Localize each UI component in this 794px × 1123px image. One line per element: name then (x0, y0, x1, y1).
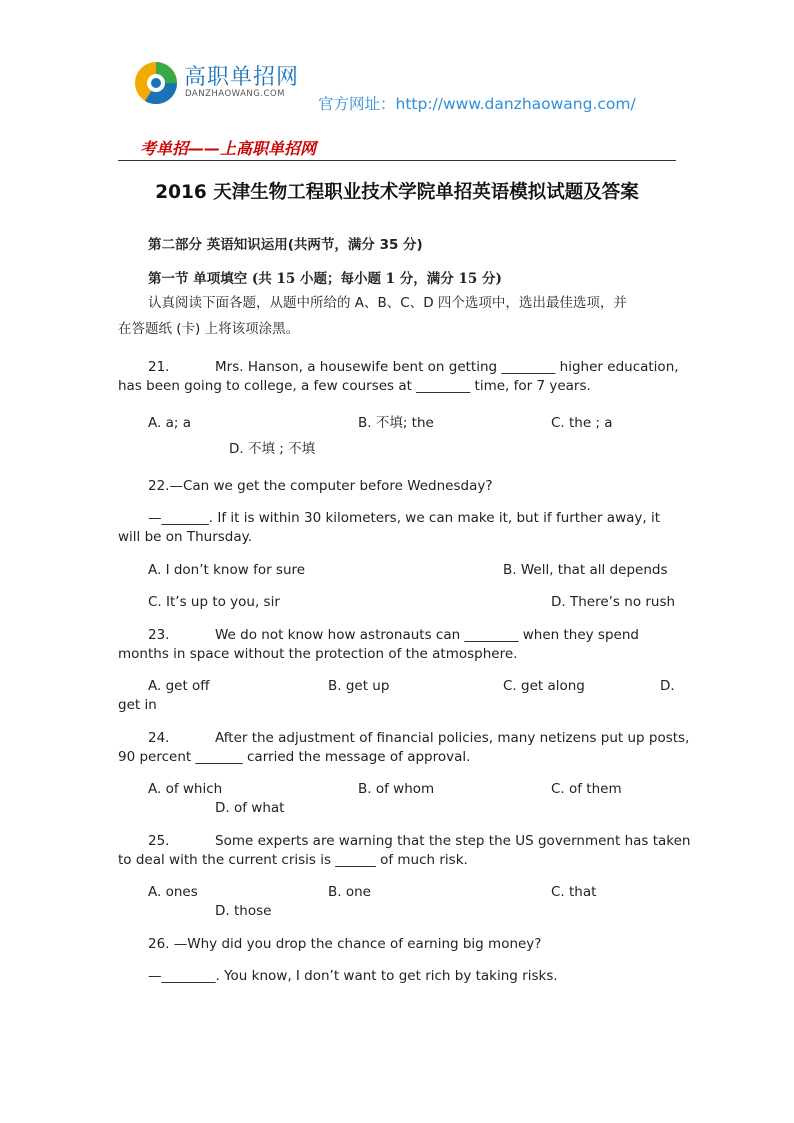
question-number: 25. (148, 833, 170, 849)
question-stem: 26. —Why did you drop the chance of earning big money? (148, 936, 542, 952)
question-stem: —_______. If it is within 30 kilometers, we can make it, but if further away, it (148, 510, 661, 526)
option-c: C. get along (503, 678, 585, 694)
question-stem: months in space without the protection of the atmosphere. (118, 646, 518, 662)
option-a: A. of which (148, 781, 223, 797)
option-d: D. (660, 678, 675, 694)
question-stem: Mrs. Hanson, a housewife bent on getting ________ higher education, (215, 359, 679, 375)
question-number: 24. (148, 730, 170, 746)
header-divider (118, 160, 676, 161)
option-a: A. a; a (148, 415, 191, 431)
instruction-line-2: 在答题纸 (卡) 上将该项涂黑。 (118, 321, 300, 337)
section-heading: 第一节 单项填空 (共 15 小题；每小题 1 分，满分 15 分) (148, 271, 502, 287)
option-d: D. There’s no rush (551, 594, 676, 610)
option-a: A. I don’t know for sure (148, 562, 306, 578)
logo-text-en: DANZHAOWANG.COM (185, 89, 285, 99)
document-title: 2016 天津生物工程职业技术学院单招英语模拟试题及答案 (155, 182, 639, 203)
instruction-line-1: 认真阅读下面各题，从题中所给的 A、B、C、D 四个选项中，选出最佳选项，并 (148, 295, 627, 311)
option-d: D. those (215, 903, 272, 919)
option-c: C. the ; a (551, 415, 613, 431)
question-stem: 90 percent _______ carried the message of approval. (118, 749, 471, 765)
question-stem: to deal with the current crisis is ______ of much risk. (118, 852, 468, 868)
official-site-link[interactable]: 官方网址：http://www.danzhaowang.com/ (318, 95, 636, 113)
option-c: C. It’s up to you, sir (148, 594, 280, 610)
option-a: A. ones (148, 884, 198, 900)
question-stem: 22.—Can we get the computer before Wednesday? (148, 478, 493, 494)
option-b: B. 不填; the (358, 415, 434, 431)
site-logo-icon (133, 60, 179, 106)
logo-text-cn: 高职单招网 (184, 65, 300, 90)
option-b: B. one (328, 884, 371, 900)
option-b: B. of whom (358, 781, 435, 797)
question-stem: After the adjustment of financial policies, many netizens put up posts, (215, 730, 690, 746)
question-stem: will be on Thursday. (118, 529, 252, 545)
header-slogan: 考单招——上高职单招网 (140, 139, 317, 158)
option-c: C. that (551, 884, 597, 900)
question-stem: We do not know how astronauts can ________ when they spend (215, 627, 639, 643)
option-b: B. get up (328, 678, 390, 694)
question-stem: Some experts are warning that the step the US government has taken (215, 833, 691, 849)
option-d-text: get in (118, 697, 157, 713)
question-number: 21. (148, 359, 170, 375)
option-c: C. of them (551, 781, 622, 797)
question-stem: —________. You know, I don’t want to get rich by taking risks. (148, 968, 558, 984)
part-heading: 第二部分 英语知识运用(共两节，满分 35 分) (148, 237, 423, 253)
question-number: 23. (148, 627, 170, 643)
option-b: B. Well, that all depends (503, 562, 668, 578)
question-stem: has been going to college, a few courses at ________ time, for 7 years. (118, 378, 591, 394)
option-d: D. of what (215, 800, 285, 816)
option-a: A. get off (148, 678, 210, 694)
option-d: D. 不填 ; 不填 (229, 441, 316, 457)
